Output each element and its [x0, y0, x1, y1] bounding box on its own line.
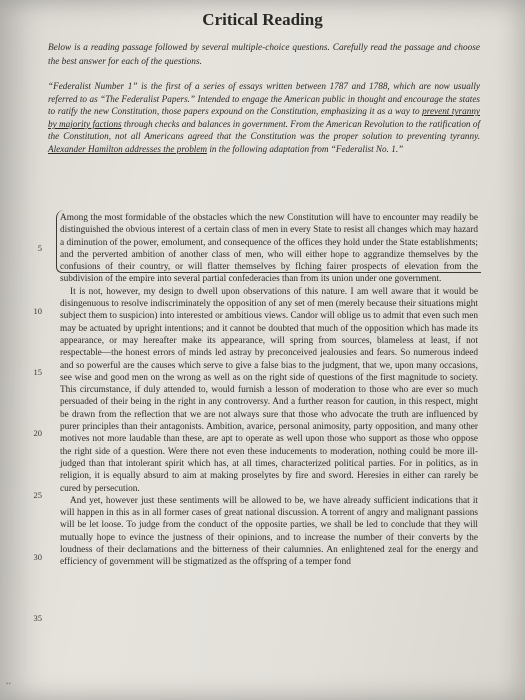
intro-text-2: through checks and balances in government. From the American Revolution to the ratification of the Constitution, not all Americans agreed that the Constitution was the proper solution to preventing tyranny. [48, 118, 480, 142]
passage-paragraph-2: It is not, however, my design to dwell upon observations of this nature. I am well aware that it would be disingenuous to resolve indiscriminately the opposition of any set of men (merely because their situations might subject them to suspicion) into interested or ambitious views. Candor will oblige us to admit that even such men may be actuated by upright intentions; and it cannot be doubted that much of the opposition which has made its appearance, or may hereafter make its appearance, will spring from sources, blameless at least, if not respectable—the honest errors of minds led astray by preconceived jealousies and fears. So numerous indeed and so powerful are the causes which serve to give a false bias to the judgment, that we, upon many occasions, see wise and good men on the wrong as well as on the right side of questions of the first magnitude to society. This circumstance, if duly attended to, would furnish a lesson of moderation to those who are ever so much persuaded of their being in the right in any controversy. And a further reason for caution, in this respect, might be drawn from the reflection that we are not always sure that those who advocate the truth are influenced by purer principles than their antagonists. Ambition, avarice, personal animosity, party opposition, and many other motives not more laudable than these, are apt to operate as well upon those who support as those who oppose the right side of a question. Were there not even these inducements to moderation, nothing could be more ill-judged than that intolerant spirit which has, at all times, characterized political parties. For in politics, as in religion, it is equally absurd to aim at making proselytes by fire and sword. Heresies in either can rarely be cured by persecution. [60, 286, 478, 494]
line-number-35: 35 [33, 613, 42, 623]
underlined-phrase-hamilton: Alexander Hamilton addresses the problem [48, 143, 208, 154]
intro-text-1: “Federalist Number 1” is the first of a series of essays written between 1787 and 1788, which are now usually referred to as “The Federalist Papers.” Intended to engage the American public in thought and encourage the states to ratify the new Constitution, those papers expound on the Constitution, emphasizing it as a way to [48, 81, 480, 117]
line-number-20: 20 [33, 428, 42, 438]
passage-paragraph-1: Among the most formidable of the obstacles which the new Constitution will have to encounter may readily be distinguished the obvious interest of a certain class of men in every State to resist all changes which may hazard a diminution of the power, emolument, and consequence of the offices they hold under the State establishments; and the perverted ambition of another class of men, who will either hope to aggrandize themselves by the confusions of their country, or will flatter themselves by flching fairer prospects of elevation from the subdivision of the empire into several partial confederacies than from its union under one government. [60, 213, 478, 285]
line-number-10: 10 [33, 306, 42, 316]
intro-text-3: in the following adaptation from “Federalist No. 1.” [207, 143, 404, 154]
line-number-25: 25 [33, 490, 42, 500]
line-number-15: 15 [33, 367, 42, 377]
line-number-5: 5 [37, 243, 42, 253]
passage-paragraph-3: And yet, however just these sentiments will be allowed to be, we have already sufficient indications that it will happen in this as in all former cases of great national discussion. A torrent of angry and malignant passions will be let loose. To judge from the conduct of the opposite parties, we shall be led to conclude that they will mutually hope to evince the justness of their opinions, and to increase the number of their converts by the loudness of their declamations and the bitterness of their calumnies. An enlightened zeal for the energy and efficiency of government will be stigmatized as the offspring of a temper fond [60, 495, 478, 568]
corner-mark: •• [6, 680, 11, 688]
underlined-phrase-tyranny: prevent tyranny by majority factions [48, 106, 480, 129]
line-number-30: 30 [33, 552, 42, 562]
passage-introduction [48, 80, 480, 156]
instructions-text: Below is a reading passage followed by several multiple-choice questions. Carefully read the passage and choose the best answer for each of the questions. [48, 43, 480, 67]
reading-passage [60, 212, 478, 569]
page-title: Critical Reading [202, 10, 323, 29]
